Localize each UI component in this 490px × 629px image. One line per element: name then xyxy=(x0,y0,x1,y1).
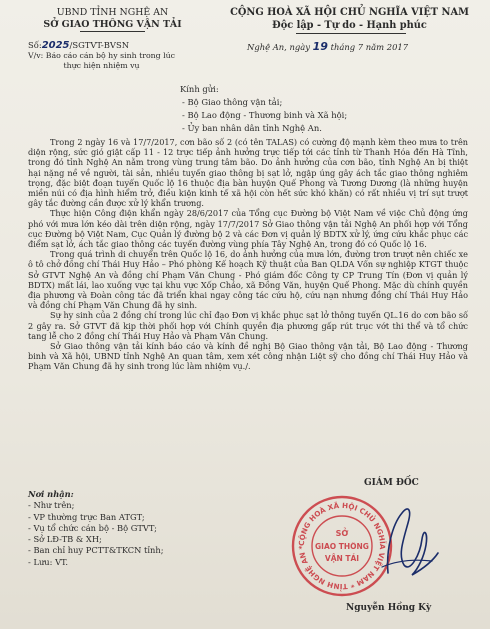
doc-no-suffix: /SGTVT-BVSN xyxy=(69,40,130,50)
noi-nhan-item: - VP thường trực Ban ATGT; xyxy=(28,511,145,522)
recipient-list xyxy=(182,96,347,135)
document-number xyxy=(28,40,129,51)
recipient-item: - Bộ Lao động - Thương binh và Xã hội; xyxy=(182,110,348,120)
noi-nhan-item: - Như trên; xyxy=(28,500,75,511)
agency-line2: SỞ GIAO THÔNG VẬN TẢI xyxy=(43,19,182,30)
svg-text:VẬN TẢI: VẬN TẢI xyxy=(324,554,360,563)
svg-text:GIAO THÔNG: GIAO THÔNG xyxy=(315,542,369,551)
subject-line2: thực hiện nhiệm vụ xyxy=(63,61,140,70)
noi-nhan-item: - Vụ tổ chức cán bộ - Bộ GTVT; xyxy=(28,522,157,533)
subject xyxy=(28,51,175,71)
body-paragraph: Sự hy sinh của 2 đồng chí trong lúc chỉ đạo Đơn vị khắc phục sạt lở thông tuyến QL.16 do cơn bão số 2 gây ra. Sở GTVT đã kịp thời phối hợp với Chính quyền địa phương gấp rút trục vớt thi thể và tổ chức tang lễ cho 2 đồng chí Thái Huy Hảo và Phạm Văn Chung. xyxy=(28,310,468,341)
motto-underline xyxy=(296,33,406,34)
greeting: Kính gửi: xyxy=(180,84,219,94)
signer-title: GIÁM ĐỐC xyxy=(364,478,419,488)
doc-no-handwritten: 2025 xyxy=(41,40,70,51)
nation-line1: CỘNG HOÀ XÃ HỘI CHỦ NGHĨA VIỆT NAM xyxy=(230,7,469,18)
recipients-footer xyxy=(28,489,164,568)
body-text xyxy=(28,137,468,372)
svg-text:CỘNG HOÀ XÃ HỘI CHỦ NGHĨA VIỆT: CỘNG HOÀ XÃ HỘI CHỦ NGHĨA VIỆT NAM * TỈNH NGHỆ AN * xyxy=(296,500,388,592)
noi-nhan-item: - Lưu: VT. xyxy=(28,556,69,567)
agency-underline xyxy=(80,31,145,32)
agency-header xyxy=(30,7,195,31)
date-line xyxy=(247,40,408,53)
body-paragraph: Trong quá trình di chuyển trên Quốc lộ 16, do ảnh hưởng của mưa lớn, đường trơn trượt nên chiếc xe ô tô chở đồng chí Thái Huy Hảo – Phó phòng Kế hoạch Kỹ thuật của Ban QLDA Vốn sự nghiệp KTGT thuộc Sở GTVT Nghệ An và đồng chí Phạm Văn Chung - Phó giám đốc Công ty CP Trung Tín (Đơn vị quản lý BDTX) mất lái, lao xuống vực tại khu vực Xốp Chảo, xã Đồng Văn, huyện Quế Phong. Mặc dù chính quyền địa phương và Đoàn công tác đã triển khai ngay công tác cứu hộ, cứu nạn nhưng đồng chí Thái Huy Hảo và đồng chí Phạm Văn Chung đã hy sinh. xyxy=(28,249,468,311)
handwritten-signature xyxy=(368,495,440,591)
date-prefix: Nghệ An, ngày xyxy=(247,42,310,52)
noi-nhan-heading: Nơi nhận: xyxy=(28,489,74,499)
recipient-item: - Bộ Giao thông vận tải; xyxy=(182,97,283,107)
doc-no-prefix: Số: xyxy=(28,40,42,50)
noi-nhan-item: - Sở LĐ-TB & XH; xyxy=(28,534,102,545)
body-paragraph: Trong 2 ngày 16 và 17/7/2017, cơn bão số 2 (có tên TALAS) có cường độ mạnh kèm theo mưa to trên diện rộng, sức gió giật cấp 11 - 12 trực tiếp ảnh hưởng trực tiếp tới các tỉnh từ Thanh Hóa đến Hà Tĩnh, trong đó tỉnh Nghệ An nằm trong vùng trung tâm bão. Do ảnh hưởng của cơn bão, tỉnh Nghệ An bị thiệt hại nặng nề về người, tài sản, nhiều tuyến giao thông bị sạt lở, ngập úng gây ách tắc giao thông nghiêm trọng, đặc biệt đoạn tuyến Quốc lộ 16 thuộc địa bàn huyện Quế Phong và Tương Dương (là những huyện miền núi có địa hình hiểm trở, điều kiện kinh tế xã hội còn hết sức khó khăn) có rất nhiều vị trí sụt trượt gây tắc đường cần được xử lý khẩn trương. xyxy=(28,137,468,209)
national-header xyxy=(212,6,487,32)
date-suffix: tháng 7 năm 2017 xyxy=(330,42,409,52)
agency-line1: UBND TỈNH NGHỆ AN xyxy=(56,7,169,18)
body-paragraph: Thực hiện Công điện khẩn ngày 28/6/2017 của Tổng cục Đường bộ Việt Nam về việc Chủ động ứng phó với mưa lớn kéo dài trên diện rộng, ngày 17/7/2017 Sở Giao thông vận tải Nghệ An phối hợp với Tổng cục Đường bộ Việt Nam, Cục Quản lý đường bộ 2 và các Đơn vị quản lý BDTX xử lý, ứng cứu khắc phục các điểm sạt lở, ách tắc giao thông các tuyến đường vùng phía Tây Nghệ An, trong đó có Quốc lộ 16. xyxy=(28,208,468,250)
signer-name: Nguyễn Hồng Kỳ xyxy=(346,603,432,613)
body-paragraph: Sở Giao thông vận tải kính báo cáo và kính đề nghị Bộ Giao thông vận tải, Bộ Lao động - Thương binh và Xã hội, UBND tỉnh Nghệ An quan tâm, xem xét công nhận Liệt sỹ cho đồng chí Thái Huy Hảo và Phạm Văn Chung đã hy sinh trong lúc làm nhiệm vụ./. xyxy=(28,341,468,372)
subject-line1: V/v: Báo cáo cán bộ hy sinh trong lúc xyxy=(28,51,176,60)
date-day-handwritten: 19 xyxy=(312,40,328,53)
noi-nhan-item: - Ban chỉ huy PCTT&TKCN tỉnh; xyxy=(28,545,164,556)
recipient-item: - Ủy ban nhân dân tỉnh Nghệ An. xyxy=(182,123,322,133)
nation-line2: Độc lập - Tự do - Hạnh phúc xyxy=(272,20,427,31)
svg-text:SỞ: SỞ xyxy=(335,529,349,538)
